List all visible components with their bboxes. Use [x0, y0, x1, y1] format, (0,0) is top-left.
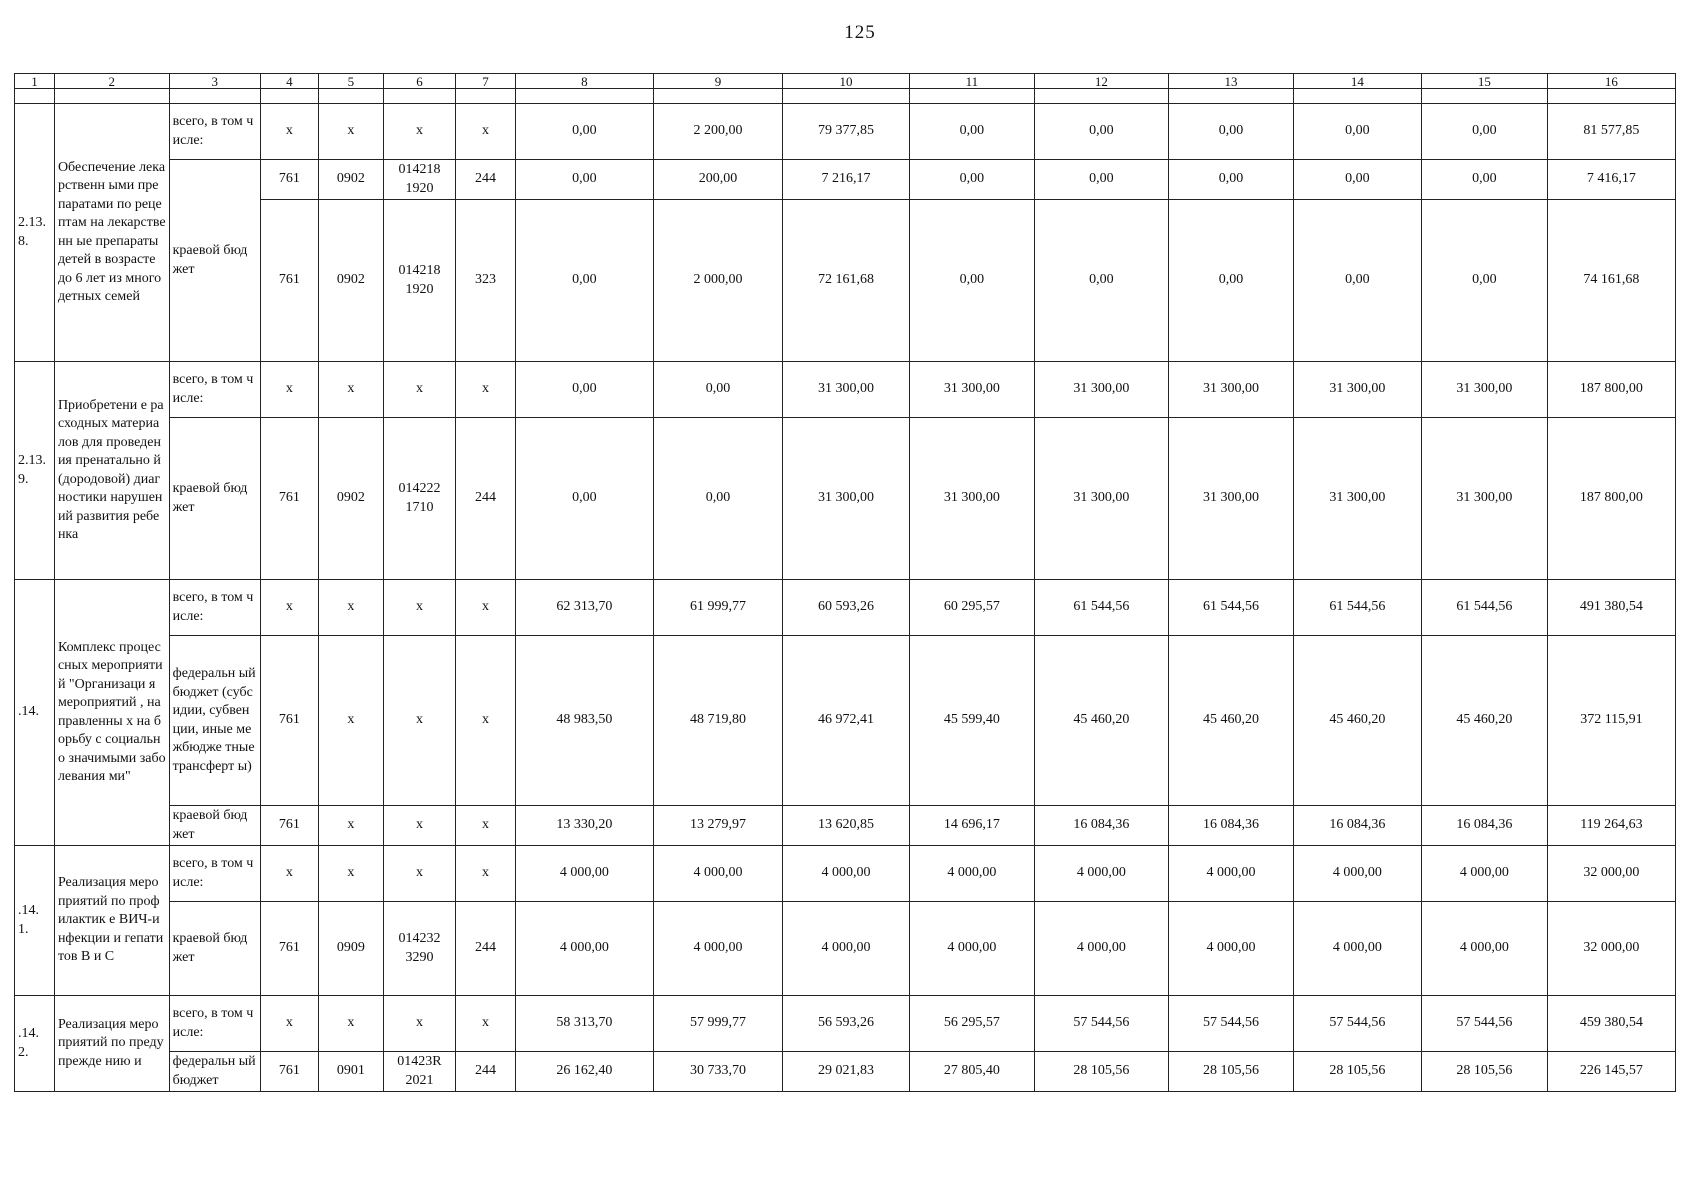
value-col11: 0,00 [909, 104, 1034, 160]
section-code: x [319, 996, 384, 1052]
value-col15: 57 544,56 [1421, 996, 1547, 1052]
value-col15: 4 000,00 [1421, 902, 1547, 996]
value-col9: 4 000,00 [653, 902, 782, 996]
row-number: 2.13. 9. [15, 362, 55, 580]
value-col11: 4 000,00 [909, 846, 1034, 902]
target-article-code: 014222 1710 [383, 418, 456, 580]
expense-type-code: 244 [456, 902, 515, 996]
value-col10: 72 161,68 [782, 200, 909, 362]
total-value: 81 577,85 [1547, 104, 1675, 160]
column-number: 9 [653, 74, 782, 89]
total-value: 226 145,57 [1547, 1052, 1675, 1092]
measure-name: Приобретени е расходных материалов для проведения пренатально й (дородовой) диагностики нарушений развития ребенка [54, 362, 169, 580]
grbs-code: 761 [260, 200, 318, 362]
value-col12: 0,00 [1034, 104, 1168, 160]
total-value: 372 115,91 [1547, 636, 1675, 806]
value-col10: 46 972,41 [782, 636, 909, 806]
value-col10: 31 300,00 [782, 418, 909, 580]
value-col13: 57 544,56 [1168, 996, 1293, 1052]
value-col9: 48 719,80 [653, 636, 782, 806]
value-col12: 57 544,56 [1034, 996, 1168, 1052]
value-col9: 61 999,77 [653, 580, 782, 636]
value-col10: 56 593,26 [782, 996, 909, 1052]
column-number: 5 [319, 74, 384, 89]
column-number: 14 [1293, 74, 1421, 89]
grbs-code: x [260, 846, 318, 902]
value-col15: 4 000,00 [1421, 846, 1547, 902]
total-value: 491 380,54 [1547, 580, 1675, 636]
measure-name: Комплекс процессных мероприятий "Организаци я мероприятий , направленны х на борьбу с социально значимыми заболевания ми" [54, 580, 169, 846]
value-col8: 0,00 [515, 200, 653, 362]
total-value: 187 800,00 [1547, 362, 1675, 418]
value-col13: 45 460,20 [1168, 636, 1293, 806]
table-row [15, 160, 1676, 200]
measure-name: Реализация мероприятий по профилактик е ВИЧ-инфекции и гепатитов В и С [54, 846, 169, 996]
section-code: 0902 [319, 200, 384, 362]
value-col13: 31 300,00 [1168, 418, 1293, 580]
value-col15: 16 084,36 [1421, 806, 1547, 846]
value-col8: 4 000,00 [515, 846, 653, 902]
value-col9: 30 733,70 [653, 1052, 782, 1092]
target-article-code: 014232 3290 [383, 902, 456, 996]
section-code: 0909 [319, 902, 384, 996]
value-col12: 31 300,00 [1034, 418, 1168, 580]
target-article-code: x [383, 806, 456, 846]
funding-source: краевой бюджет [169, 902, 260, 996]
value-col9: 200,00 [653, 160, 782, 200]
value-col12: 31 300,00 [1034, 362, 1168, 418]
funding-source: краевой бюджет [169, 806, 260, 846]
expense-type-code: x [456, 580, 515, 636]
section-code: x [319, 104, 384, 160]
total-value: 7 416,17 [1547, 160, 1675, 200]
value-col11: 60 295,57 [909, 580, 1034, 636]
table-row [15, 806, 1676, 846]
funding-source: федеральн ый бюджет [169, 1052, 260, 1092]
target-article-code: x [383, 104, 456, 160]
column-number: 1 [15, 74, 55, 89]
funding-source: всего, в том числе: [169, 846, 260, 902]
target-article-code: x [383, 580, 456, 636]
value-col12: 4 000,00 [1034, 902, 1168, 996]
spacer-row [15, 89, 1676, 104]
table-row [15, 902, 1676, 996]
value-col15: 61 544,56 [1421, 580, 1547, 636]
grbs-code: x [260, 362, 318, 418]
table-row [15, 362, 1676, 418]
value-col13: 61 544,56 [1168, 580, 1293, 636]
value-col15: 0,00 [1421, 200, 1547, 362]
value-col10: 13 620,85 [782, 806, 909, 846]
value-col8: 0,00 [515, 418, 653, 580]
value-col14: 0,00 [1293, 200, 1421, 362]
value-col14: 45 460,20 [1293, 636, 1421, 806]
measure-name: Реализация мероприятий по предупрежде нию и [54, 996, 169, 1092]
grbs-code: 761 [260, 418, 318, 580]
column-number: 6 [383, 74, 456, 89]
value-col13: 4 000,00 [1168, 846, 1293, 902]
table-row [15, 1052, 1676, 1092]
section-code: x [319, 580, 384, 636]
value-col15: 31 300,00 [1421, 418, 1547, 580]
value-col11: 14 696,17 [909, 806, 1034, 846]
section-code: 0902 [319, 418, 384, 580]
row-number: .14. 1. [15, 846, 55, 996]
target-article-code: 01423R 2021 [383, 1052, 456, 1092]
table-row [15, 418, 1676, 580]
funding-source: всего, в том числе: [169, 580, 260, 636]
value-col8: 58 313,70 [515, 996, 653, 1052]
value-col11: 56 295,57 [909, 996, 1034, 1052]
column-number: 12 [1034, 74, 1168, 89]
funding-source: краевой бюджет [169, 418, 260, 580]
funding-source: всего, в том числе: [169, 104, 260, 160]
value-col14: 16 084,36 [1293, 806, 1421, 846]
grbs-code: 761 [260, 1052, 318, 1092]
table-row [15, 104, 1676, 160]
funding-source: краевой бюджет [169, 160, 260, 362]
value-col14: 31 300,00 [1293, 362, 1421, 418]
total-value: 119 264,63 [1547, 806, 1675, 846]
value-col10: 79 377,85 [782, 104, 909, 160]
section-code: x [319, 636, 384, 806]
total-value: 187 800,00 [1547, 418, 1675, 580]
row-number: 2.13. 8. [15, 104, 55, 362]
expense-type-code: x [456, 636, 515, 806]
measure-name: Обеспечение лекарственн ыми препаратами по рецептам на лекарственн ые препараты детей в возрасте до 6 лет из многодетных семей [54, 104, 169, 362]
column-number: 15 [1421, 74, 1547, 89]
grbs-code: x [260, 996, 318, 1052]
column-number: 2 [54, 74, 169, 89]
expense-type-code: 244 [456, 1052, 515, 1092]
value-col8: 0,00 [515, 104, 653, 160]
expense-type-code: x [456, 806, 515, 846]
target-article-code: x [383, 996, 456, 1052]
value-col15: 28 105,56 [1421, 1052, 1547, 1092]
value-col8: 48 983,50 [515, 636, 653, 806]
value-col13: 0,00 [1168, 104, 1293, 160]
target-article-code: x [383, 362, 456, 418]
value-col13: 31 300,00 [1168, 362, 1293, 418]
value-col13: 0,00 [1168, 200, 1293, 362]
total-value: 32 000,00 [1547, 846, 1675, 902]
value-col12: 61 544,56 [1034, 580, 1168, 636]
expense-type-code: x [456, 362, 515, 418]
value-col8: 0,00 [515, 160, 653, 200]
column-number: 13 [1168, 74, 1293, 89]
value-col12: 16 084,36 [1034, 806, 1168, 846]
table-row [15, 200, 1676, 362]
expense-type-code: 244 [456, 160, 515, 200]
column-number: 8 [515, 74, 653, 89]
grbs-code: x [260, 104, 318, 160]
expense-type-code: x [456, 996, 515, 1052]
section-code: x [319, 846, 384, 902]
total-value: 74 161,68 [1547, 200, 1675, 362]
value-col11: 4 000,00 [909, 902, 1034, 996]
expense-type-code: x [456, 104, 515, 160]
budget-table [14, 73, 1676, 1092]
value-col11: 45 599,40 [909, 636, 1034, 806]
section-code: 0902 [319, 160, 384, 200]
expense-type-code: x [456, 846, 515, 902]
grbs-code: 761 [260, 806, 318, 846]
value-col15: 45 460,20 [1421, 636, 1547, 806]
value-col9: 0,00 [653, 418, 782, 580]
total-value: 459 380,54 [1547, 996, 1675, 1052]
value-col10: 60 593,26 [782, 580, 909, 636]
column-number: 7 [456, 74, 515, 89]
value-col9: 2 000,00 [653, 200, 782, 362]
value-col8: 0,00 [515, 362, 653, 418]
value-col15: 0,00 [1421, 160, 1547, 200]
target-article-code: x [383, 846, 456, 902]
value-col14: 57 544,56 [1293, 996, 1421, 1052]
value-col10: 29 021,83 [782, 1052, 909, 1092]
column-number: 3 [169, 74, 260, 89]
value-col12: 4 000,00 [1034, 846, 1168, 902]
target-article-code: x [383, 636, 456, 806]
value-col11: 0,00 [909, 200, 1034, 362]
column-number: 16 [1547, 74, 1675, 89]
value-col14: 4 000,00 [1293, 902, 1421, 996]
value-col13: 28 105,56 [1168, 1052, 1293, 1092]
grbs-code: x [260, 580, 318, 636]
value-col11: 31 300,00 [909, 418, 1034, 580]
column-number: 10 [782, 74, 909, 89]
value-col14: 61 544,56 [1293, 580, 1421, 636]
expense-type-code: 323 [456, 200, 515, 362]
value-col8: 13 330,20 [515, 806, 653, 846]
funding-source: всего, в том числе: [169, 996, 260, 1052]
value-col13: 0,00 [1168, 160, 1293, 200]
funding-source: всего, в том числе: [169, 362, 260, 418]
data-rows [15, 104, 1676, 1092]
total-value: 32 000,00 [1547, 902, 1675, 996]
grbs-code: 761 [260, 902, 318, 996]
value-col14: 4 000,00 [1293, 846, 1421, 902]
value-col14: 0,00 [1293, 104, 1421, 160]
value-col14: 31 300,00 [1293, 418, 1421, 580]
grbs-code: 761 [260, 636, 318, 806]
page-number: 125 [844, 22, 876, 43]
value-col9: 13 279,97 [653, 806, 782, 846]
value-col12: 0,00 [1034, 160, 1168, 200]
value-col14: 28 105,56 [1293, 1052, 1421, 1092]
row-number: .14. [15, 580, 55, 846]
value-col14: 0,00 [1293, 160, 1421, 200]
column-number: 4 [260, 74, 318, 89]
value-col11: 0,00 [909, 160, 1034, 200]
target-article-code: 014218 1920 [383, 160, 456, 200]
target-article-code: 014218 1920 [383, 200, 456, 362]
section-code: x [319, 806, 384, 846]
value-col9: 2 200,00 [653, 104, 782, 160]
column-number: 11 [909, 74, 1034, 89]
value-col11: 31 300,00 [909, 362, 1034, 418]
value-col8: 62 313,70 [515, 580, 653, 636]
table-row [15, 580, 1676, 636]
value-col8: 26 162,40 [515, 1052, 653, 1092]
value-col15: 31 300,00 [1421, 362, 1547, 418]
column-number-row [15, 74, 1676, 89]
value-col10: 4 000,00 [782, 846, 909, 902]
table-row [15, 636, 1676, 806]
value-col13: 4 000,00 [1168, 902, 1293, 996]
value-col9: 0,00 [653, 362, 782, 418]
section-code: x [319, 362, 384, 418]
value-col12: 45 460,20 [1034, 636, 1168, 806]
table-row [15, 996, 1676, 1052]
value-col15: 0,00 [1421, 104, 1547, 160]
row-number: .14. 2. [15, 996, 55, 1092]
value-col11: 27 805,40 [909, 1052, 1034, 1092]
section-code: 0901 [319, 1052, 384, 1092]
value-col10: 31 300,00 [782, 362, 909, 418]
value-col10: 4 000,00 [782, 902, 909, 996]
value-col10: 7 216,17 [782, 160, 909, 200]
table-row [15, 846, 1676, 902]
grbs-code: 761 [260, 160, 318, 200]
funding-source: федеральн ый бюджет (субсидии, субвенции, иные межбюдже тные трансферт ы) [169, 636, 260, 806]
value-col12: 28 105,56 [1034, 1052, 1168, 1092]
value-col9: 4 000,00 [653, 846, 782, 902]
value-col12: 0,00 [1034, 200, 1168, 362]
expense-type-code: 244 [456, 418, 515, 580]
value-col8: 4 000,00 [515, 902, 653, 996]
value-col13: 16 084,36 [1168, 806, 1293, 846]
value-col9: 57 999,77 [653, 996, 782, 1052]
